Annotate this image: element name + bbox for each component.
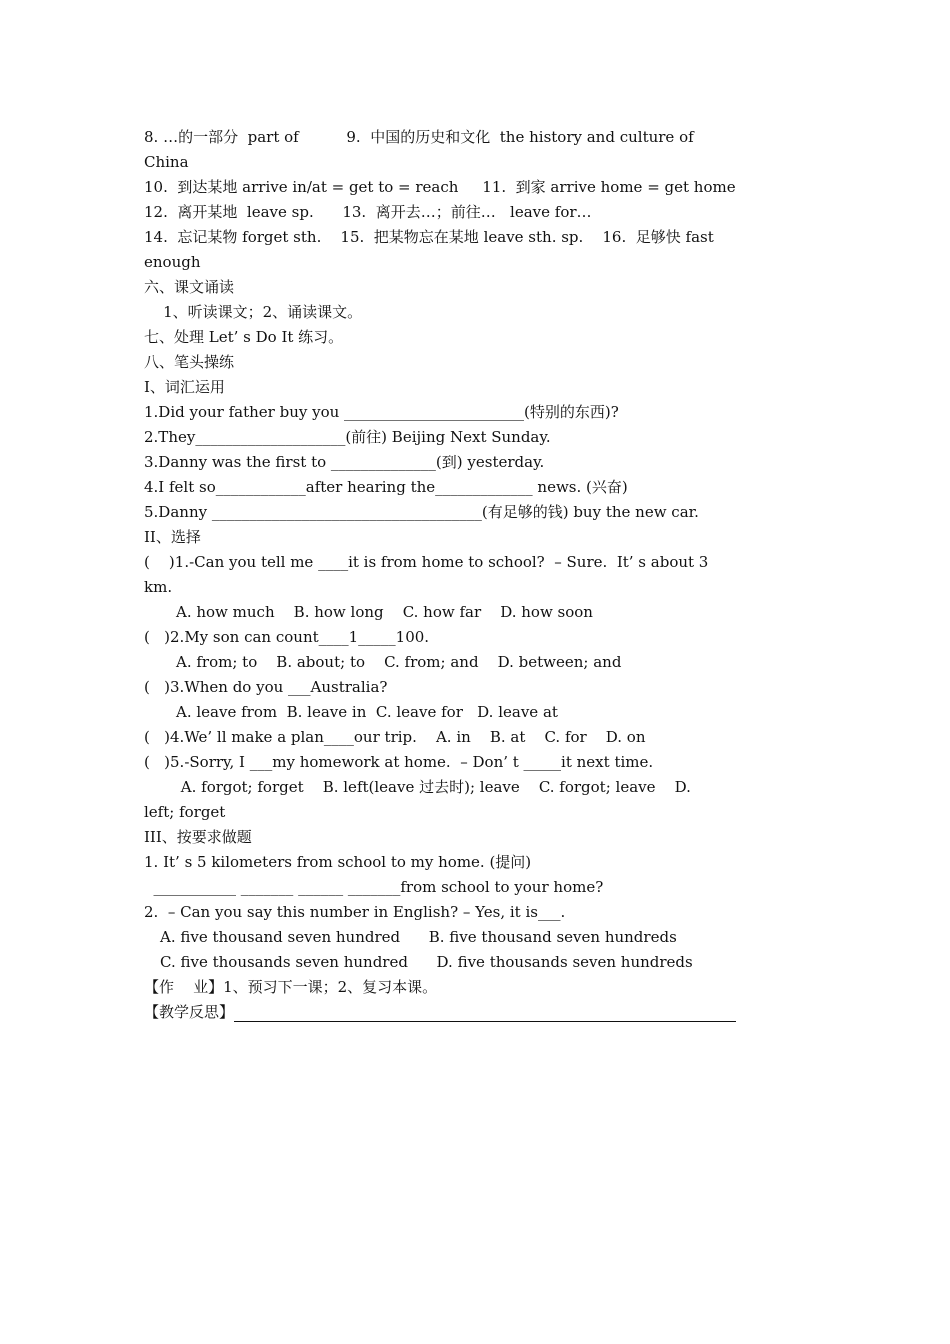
vocab-line-10-11: 10. 到达某地 arrive in/at = get to = reach 11. 到家 arrive home = get home	[144, 178, 736, 196]
task-question-2: 2. – Can you say this number in English? – Yes, it is___.	[144, 903, 566, 921]
vocab-line-9-cont: China	[144, 153, 189, 171]
teaching-reflection-label: 【教学反思】	[144, 1003, 235, 1021]
choice-question-2: ( )2.My son can count____1_____100.	[144, 628, 430, 646]
section-6-body: 1、听读课文；2、诵读课文。	[144, 303, 363, 321]
vocab-question-3: 3.Danny was the first to ______________(到) yesterday.	[144, 453, 545, 471]
choice-question-2-options: A. from; to B. about; to C. from; and D. between; and	[176, 653, 622, 671]
choice-question-5-options-cont: left; forget	[144, 803, 226, 821]
reflection-underline	[234, 1007, 736, 1022]
choice-question-3: ( )3.When do you ___Australia?	[144, 678, 388, 696]
vocab-line-14-16: 14. 忘记某物 forget sth. 15. 把某物忘在某地 leave sth. sp. 16. 足够快 fast	[144, 228, 714, 246]
subsection-choice-heading: II、选择	[144, 528, 201, 546]
homework-line: 【作 业】1、预习下一课；2、复习本课。	[144, 978, 438, 996]
task-question-1-answer-line: ___________ _______ ______ _______from school to your home?	[144, 878, 604, 896]
vocab-line-8-9: 8. …的一部分 part of 9. 中国的历史和文化 the history and culture of	[144, 128, 694, 146]
subsection-vocab-heading: I、词汇运用	[144, 378, 225, 396]
vocab-line-12-13: 12. 离开某地 leave sp. 13. 离开去…；前往… leave for…	[144, 203, 592, 221]
choice-question-1-cont: km.	[144, 578, 173, 596]
teaching-reflection-line	[144, 1002, 810, 1022]
vocab-question-4: 4.I felt so____________after hearing the_____________ news. (兴奋)	[144, 478, 628, 496]
choice-question-1: ( )1.-Can you tell me ____it is from home to school? – Sure. It’ s about 3	[144, 553, 709, 571]
section-heading-7: 七、处理 Let’ s Do It 练习。	[144, 328, 344, 346]
task-question-2-options-cd: C. five thousands seven hundred D. five thousands seven hundreds	[160, 953, 693, 971]
task-question-2-options-ab: A. five thousand seven hundred B. five thousand seven hundreds	[160, 928, 677, 946]
subsection-tasks-heading: III、按要求做题	[144, 828, 252, 846]
vocab-question-2: 2.They____________________(前往) Beijing Next Sunday.	[144, 428, 551, 446]
task-question-1: 1. It’ s 5 kilometers from school to my home. (提问)	[144, 853, 532, 871]
choice-question-3-options: A. leave from B. leave in C. leave for D. leave at	[176, 703, 558, 721]
choice-question-1-options: A. how much B. how long C. how far D. how soon	[176, 603, 593, 621]
vocab-question-5: 5.Danny ____________________________________(有足够的钱) buy the new car.	[144, 503, 699, 521]
vocab-question-1: 1.Did your father buy you ________________________(特别的东西)?	[144, 403, 619, 421]
section-heading-8: 八、笔头操练	[144, 353, 235, 371]
choice-question-4: ( )4.We’ ll make a plan____our trip. A. in B. at C. for D. on	[144, 728, 646, 746]
vocab-line-16-cont: enough	[144, 253, 201, 271]
choice-question-5-options: A. forgot; forget B. left(leave 过去时); leave C. forgot; leave D.	[176, 778, 691, 796]
section-heading-6: 六、课文诵读	[144, 278, 235, 296]
choice-question-5: ( )5.-Sorry, I ___my homework at home. – Don’ t _____it next time.	[144, 753, 654, 771]
